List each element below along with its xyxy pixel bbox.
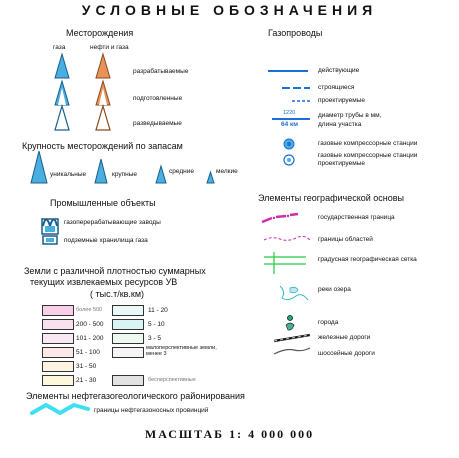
pipe-active-icon xyxy=(268,69,310,73)
highway-label: шоссейные дороги xyxy=(318,350,375,357)
size-medium-icon xyxy=(155,165,167,184)
map-scale: МАСШТАБ 1: 4 000 000 xyxy=(144,427,315,441)
density-swatch xyxy=(42,333,74,344)
density-label: 5 - 10 xyxy=(148,321,165,328)
gas-explored-icon xyxy=(54,105,70,131)
pipe-diameter-label-1: диаметр трубы в мм, xyxy=(318,112,382,119)
gas-plant-icon xyxy=(40,211,60,235)
compressor-station-label: газовые компрессорные станции xyxy=(318,140,418,147)
size-heading: Крупность месторождений по запасам xyxy=(22,141,183,151)
density-label: 3 - 5 xyxy=(148,335,162,342)
province-boundary-icon xyxy=(30,401,92,417)
geo-heading: Элементы географической основы xyxy=(258,193,404,203)
compressor-station-planned-icon xyxy=(283,154,295,166)
pipe-building-icon xyxy=(282,86,312,90)
oil-gas-explored-icon xyxy=(95,105,111,131)
oil-gas-prepared-icon xyxy=(95,80,111,106)
railway-icon xyxy=(272,333,312,343)
row-developed-label: разрабатываемые xyxy=(133,68,189,75)
size-large-label: крупные xyxy=(112,171,138,178)
size-unique-icon xyxy=(30,150,48,184)
pipe-diameter-label-2: длина участка xyxy=(318,121,362,128)
density-swatch xyxy=(112,347,144,358)
regions-heading: Элементы нефтегазогеологического районирования xyxy=(26,391,245,401)
gas-plant-label: газоперерабатывающие заводы xyxy=(64,219,161,226)
density-label: 11 - 20 xyxy=(148,307,168,314)
density-swatch xyxy=(112,319,144,330)
row-prepared-label: подготовленные xyxy=(133,95,183,102)
oil-gas-developed-icon xyxy=(95,53,111,79)
gas-prepared-icon xyxy=(54,80,70,106)
density-label: 21 - 30 xyxy=(76,377,97,384)
density-label: 200 - 500 xyxy=(76,321,104,328)
pipe-planned-icon xyxy=(292,99,312,103)
region-border-label: границы областей xyxy=(318,236,373,243)
city-icon xyxy=(283,313,297,333)
compressor-station-planned-label: газовые компрессорные станции проектируемые xyxy=(318,152,418,167)
industrial-heading: Промышленные объекты xyxy=(50,198,156,208)
pipelines-heading: Газопроводы xyxy=(268,28,323,38)
geo-grid-icon xyxy=(264,252,308,276)
size-large-icon xyxy=(94,158,108,184)
density-swatch xyxy=(112,333,144,344)
pipe-length-value: 64 км xyxy=(281,121,299,128)
density-label: бесперспективные xyxy=(148,377,196,383)
density-label: 51 - 100 xyxy=(76,349,100,356)
pipe-planned-label: проектируемые xyxy=(318,97,365,104)
size-small-label: мелкие xyxy=(216,168,238,175)
density-label: более 500 xyxy=(76,307,103,313)
density-swatch xyxy=(42,319,74,330)
pipe-building-label: строящиеся xyxy=(318,84,355,91)
row-explored-label: разведываемые xyxy=(133,120,182,127)
pipe-active-label: действующие xyxy=(318,67,360,74)
compressor-station-icon xyxy=(283,138,295,150)
size-unique-label: уникальные xyxy=(50,171,87,178)
density-swatch xyxy=(42,305,74,316)
region-border-icon xyxy=(262,234,312,244)
deposits-heading: Месторождения xyxy=(66,28,134,38)
size-small-icon xyxy=(206,171,215,184)
rivers-lakes-icon xyxy=(276,282,312,308)
pipe-diameter-value: 1220 xyxy=(283,110,296,116)
rivers-lakes-label: реки озера xyxy=(318,286,351,293)
gas-storage-label: подземные хранилища газа xyxy=(64,237,148,244)
size-medium-label: средние xyxy=(169,168,194,175)
state-border-icon xyxy=(260,212,300,226)
geo-grid-label: градусная географическая сетка xyxy=(318,256,417,263)
density-label: малоперспективные земли, менее 3 xyxy=(146,345,217,357)
province-boundary-label: границы нефтегазоносных провинций xyxy=(94,407,209,414)
density-label: 31 - 50 xyxy=(76,363,97,370)
density-swatch xyxy=(42,347,74,358)
gas-developed-icon xyxy=(54,53,70,79)
highway-icon xyxy=(272,344,312,356)
density-swatch xyxy=(42,361,74,372)
gas-storage-icon xyxy=(42,234,58,246)
col-gas-label: газа xyxy=(53,44,66,51)
density-swatch xyxy=(42,375,74,386)
legend-title: УСЛОВНЫЕ ОБОЗНАЧЕНИЯ xyxy=(81,2,378,18)
density-label: 101 - 200 xyxy=(76,335,104,342)
density-heading-3: ( тыс.т/кв.км) xyxy=(90,289,145,299)
railway-label: железные дороги xyxy=(318,334,371,341)
density-heading-2: текущих извлекаемых ресурсов УВ xyxy=(30,277,178,287)
state-border-label: государственная граница xyxy=(318,214,395,221)
city-label: города xyxy=(318,319,339,326)
density-swatch xyxy=(112,375,144,386)
density-heading-1: Земли с различной плотностью суммарных xyxy=(24,266,206,276)
col-oil-gas-label: нефти и газа xyxy=(90,44,129,51)
density-swatch xyxy=(112,305,144,316)
